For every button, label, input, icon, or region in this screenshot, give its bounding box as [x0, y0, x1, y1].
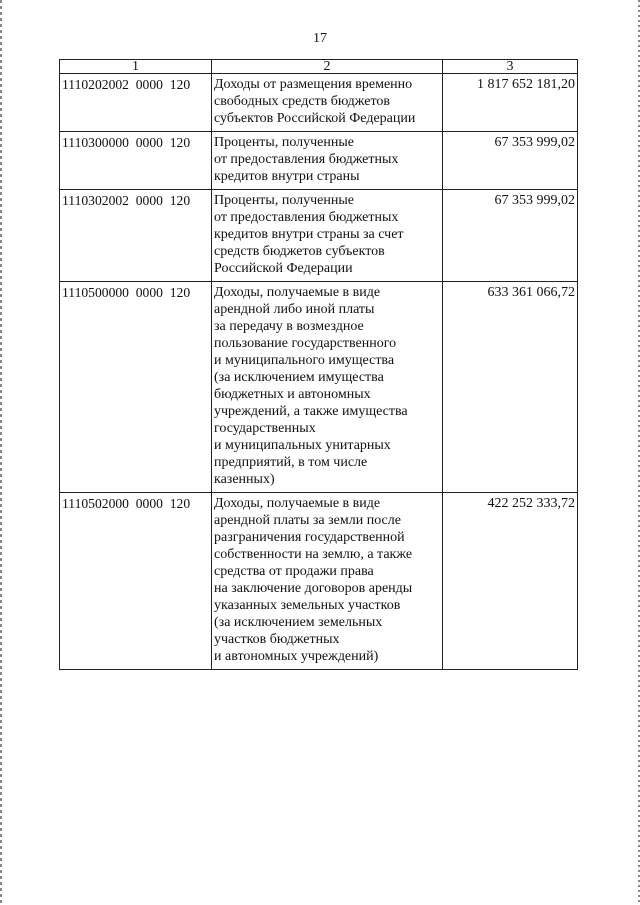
budget-revenue-table	[59, 59, 578, 670]
row-amount: 67 353 999,02	[443, 190, 578, 282]
table-row	[60, 132, 578, 190]
row-code: 1110500000 0000 120	[60, 282, 212, 493]
row-code: 1110300000 0000 120	[60, 132, 212, 190]
row-code: 1110302002 0000 120	[60, 190, 212, 282]
table-header-row	[60, 60, 578, 74]
row-description: Доходы, получаемые в виде арендной платы за земли после разграничения государственной собственности на землю, а также средства от продажи права на заключение договоров аренды указанных земельных участков (за исключением земельных участков бюджетных и автономных учреждений)	[212, 493, 443, 670]
row-amount: 633 361 066,72	[443, 282, 578, 493]
table-row	[60, 74, 578, 132]
row-code: 1110502000 0000 120	[60, 493, 212, 670]
table-row	[60, 190, 578, 282]
table-row	[60, 282, 578, 493]
row-amount: 1 817 652 181,20	[443, 74, 578, 132]
column-header-code: 1	[60, 60, 212, 74]
table-row	[60, 493, 578, 670]
row-amount: 67 353 999,02	[443, 132, 578, 190]
row-amount: 422 252 333,72	[443, 493, 578, 670]
page-number: 17	[313, 31, 327, 46]
row-description: Доходы от размещения временно свободных средств бюджетов субъектов Российской Федерации	[212, 74, 443, 132]
column-header-description: 2	[212, 60, 443, 74]
column-header-amount: 3	[443, 60, 578, 74]
row-description: Проценты, полученные от предоставления бюджетных кредитов внутри страны	[212, 132, 443, 190]
row-description: Доходы, получаемые в виде арендной либо иной платы за передачу в возмездное пользование государственного и муниципального имущества (за исключением имущества бюджетных и автономных учреждений, а также имущества государственных и муниципальных унитарных предприятий, в том числе казенных)	[212, 282, 443, 493]
scan-edge-left	[0, 0, 2, 905]
row-description: Проценты, полученные от предоставления бюджетных кредитов внутри страны за счет средств бюджетов субъектов Российской Федерации	[212, 190, 443, 282]
row-code: 1110202002 0000 120	[60, 74, 212, 132]
